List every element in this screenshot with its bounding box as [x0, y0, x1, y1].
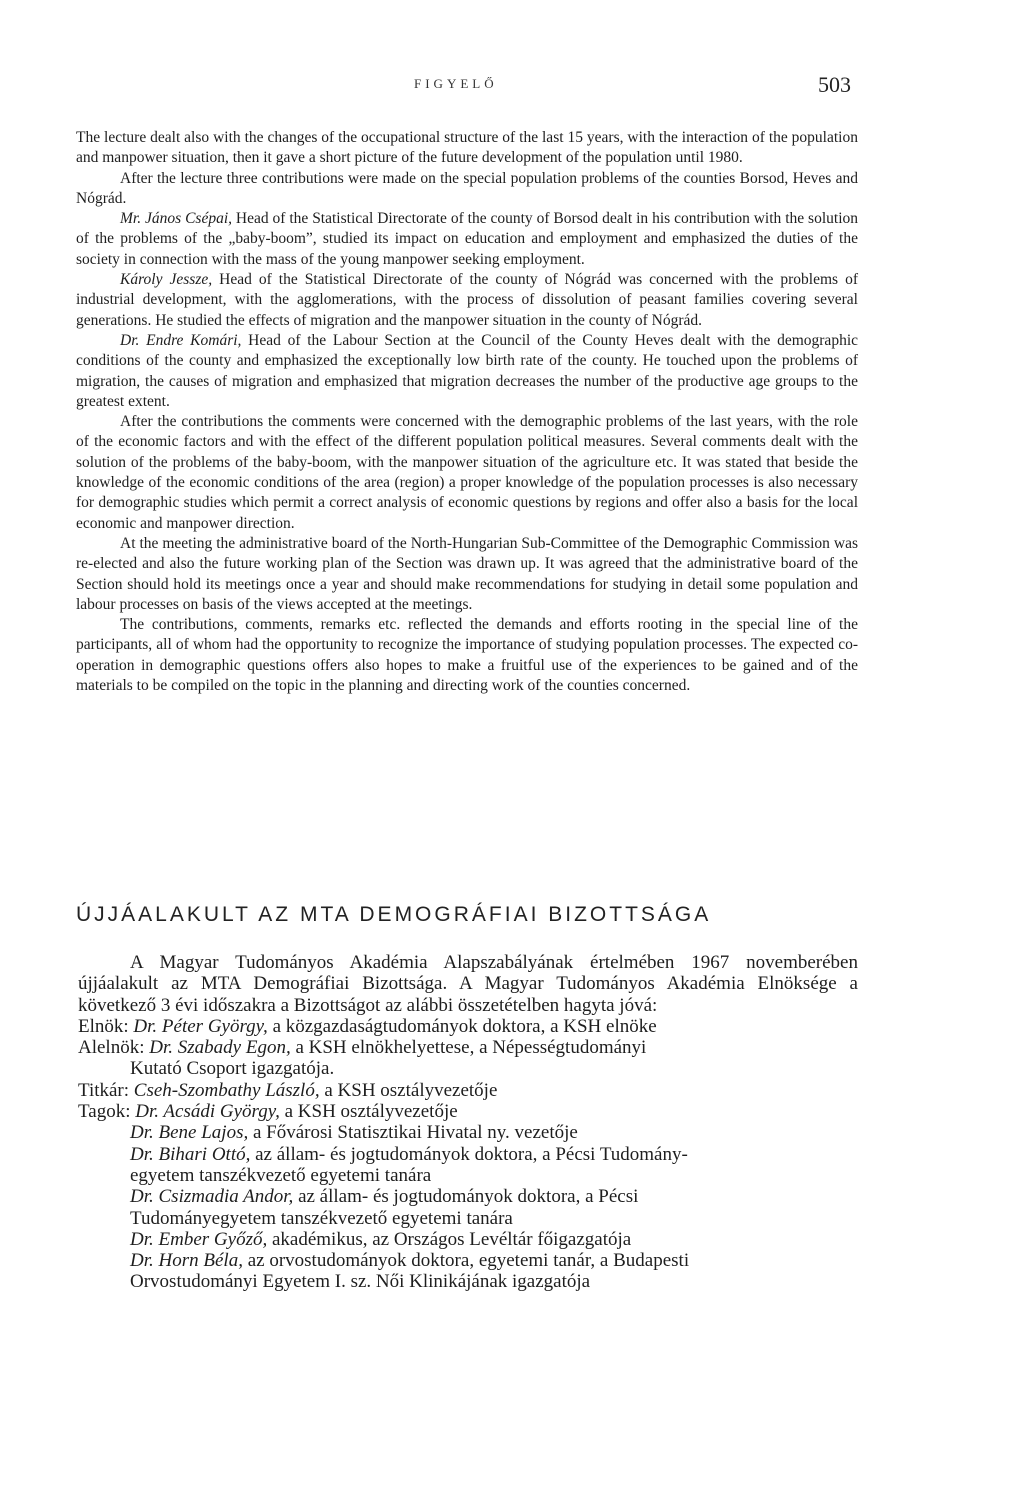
paragraph-text: Head of the Statistical Directorate of the county of Nógrád was concerned with the problems of industrial development, with the agglomerations, with the process of dissolution of peasant families covering several generations. He studied the effects of migration and the manpower situation in the county of Nógrád.: [76, 271, 858, 329]
paragraph-text: Head of the Statistical Directorate of the county of Borsod dealt in his contribution with the solution of the problems of the „baby-boom”, studied its impact on education and employment and emphasized the duties of the society in connection with the mass of the young manpower seeking employment.: [76, 210, 858, 268]
role-description: akadémikus, az Országos Levéltár főigazgatója: [267, 1228, 632, 1250]
paragraph-3: [76, 209, 858, 270]
person-name: Dr. Bihari Ottó,: [130, 1143, 251, 1165]
section-heading: ÚJJÁALAKULT AZ MTA DEMOGRÁFIAI BIZOTTSÁGA: [76, 903, 712, 926]
article-body: [76, 128, 858, 696]
running-title: FIGYELŐ: [414, 76, 498, 91]
section-intro: A Magyar Tudományos Akadémia Alapszabályának értelmében 1967 novemberében újjáalakult az MTA Demográfiai Bizottsága. A Magyar Tudományos Akadémia Elnöksége a következő 3 évi időszakra a Bizottságot az alábbi összetételben hagyta jóvá:: [78, 952, 858, 1016]
role-label: Tagok:: [78, 1101, 131, 1123]
member-row: [78, 1229, 858, 1250]
members-row: [78, 1101, 858, 1122]
person-name: Dr. Csizmadia Andor,: [130, 1186, 294, 1208]
person-name: Cseh-Szombathy László,: [133, 1079, 320, 1101]
member-row: [78, 1144, 858, 1165]
paragraph-text: Head of the Labour Section at the Council of the County Heves dealt with the demographic conditions of the county and emphasized the exceptionally low birth rate of the county. He touched upon the problems of migration, the causes of migration and emphasized that migration decreases the number of the productive age groups to the greatest extent.: [76, 331, 859, 410]
paragraph-1: The lecture dealt also with the changes of the occupational structure of the last 15 years, with the interaction of the population and manpower situation, then it gave a short picture of the future development of the population until 1980.: [76, 129, 858, 167]
page-number: 503: [818, 72, 851, 97]
person-name: Dr. Péter György,: [133, 1015, 268, 1037]
paragraph-2: After the lecture three contributions were made on the special population problems of the counties Borsod, Heves and Nógrád.: [76, 169, 858, 207]
person-name: Dr. Bene Lajos,: [130, 1122, 249, 1144]
role-description: a KSH osztályvezetője: [279, 1101, 458, 1123]
member-row: [78, 1186, 858, 1207]
member-row-continued: Tudományegyetem tanszékvezető egyetemi tanára: [130, 1207, 513, 1229]
chair-row: [78, 1016, 858, 1037]
member-row: [78, 1250, 858, 1271]
person-name: Mr. János Csépai,: [120, 210, 233, 228]
person-name: Dr. Endre Komári,: [120, 331, 242, 349]
paragraph-4: [76, 270, 858, 331]
member-row-continued: egyetem tanszékvezető egyetemi tanára: [130, 1164, 432, 1186]
role-description: a KSH elnökhelyettese, a Népességtudományi: [290, 1037, 647, 1059]
secretary-row: [78, 1080, 858, 1101]
member-row: [78, 1122, 858, 1143]
role-description: a Fővárosi Statisztikai Hivatal ny. vezetője: [248, 1122, 578, 1144]
role-label: Alelnök:: [78, 1037, 145, 1059]
member-row-continued: Orvostudományi Egyetem I. sz. Női Klinikájának igazgatója: [130, 1271, 591, 1293]
person-name: Dr. Acsádi György,: [135, 1101, 280, 1123]
role-description: a KSH osztályvezetője: [319, 1079, 498, 1101]
person-name: Károly Jessze,: [120, 271, 213, 289]
paragraph-6: After the contributions the comments were concerned with the demographic problems of the last years, with the role of the economic factors and with the effect of the different population political measures. Several comments dealt with the solution of the problems of the baby-boom, with the manpower situation of the agriculture etc. It was stated that beside the knowledge of the economic conditions of the area (region) a proper knowledge of the population processes is also necessary for demographic studies which permit a correct analysis of economic questions by regions and offer also a basis for the local economic and manpower direction.: [76, 413, 858, 532]
person-name: Dr. Szabady Egon,: [149, 1037, 291, 1059]
role-label: Titkár:: [78, 1079, 130, 1101]
role-description: az állam- és jogtudományok doktora, a Pécsi Tudomány-: [250, 1143, 688, 1165]
role-description: az orvostudományok doktora, egyetemi tanár, a Budapesti: [242, 1250, 690, 1272]
person-name: Dr. Ember Győző,: [130, 1228, 268, 1250]
role-description: az állam- és jogtudományok doktora, a Pécsi: [293, 1186, 639, 1208]
person-name: Dr. Horn Béla,: [130, 1250, 243, 1272]
vice-chair-row-continued: Kutató Csoport igazgatója.: [130, 1058, 335, 1080]
role-label: Elnök:: [78, 1015, 129, 1037]
paragraph-5: [76, 331, 858, 412]
vice-chair-row: [78, 1037, 858, 1058]
paragraph-8: The contributions, comments, remarks etc. reflected the demands and efforts rooting in the special line of the participants, all of whom had the opportunity to recognize the importance of studying population processes. The expected co-operation in demographic questions offers also hopes to make a fruitful use of the experiences to be gained and of the materials to be compiled on the topic in the planning and directing work of the counties concerned.: [76, 616, 858, 695]
role-description: a közgazdaságtudományok doktora, a KSH elnöke: [267, 1015, 657, 1037]
section-body: [78, 952, 858, 1293]
paragraph-7: At the meeting the administrative board of the North-Hungarian Sub-Committee of the Demographic Commission was re-elected and also the future working plan of the Section was drawn up. It was agreed that the administrative board of the Section should hold its meetings once a year and should make recommendations for studying in detail some population and labour processes on basis of the views accepted at the meetings.: [76, 534, 858, 613]
